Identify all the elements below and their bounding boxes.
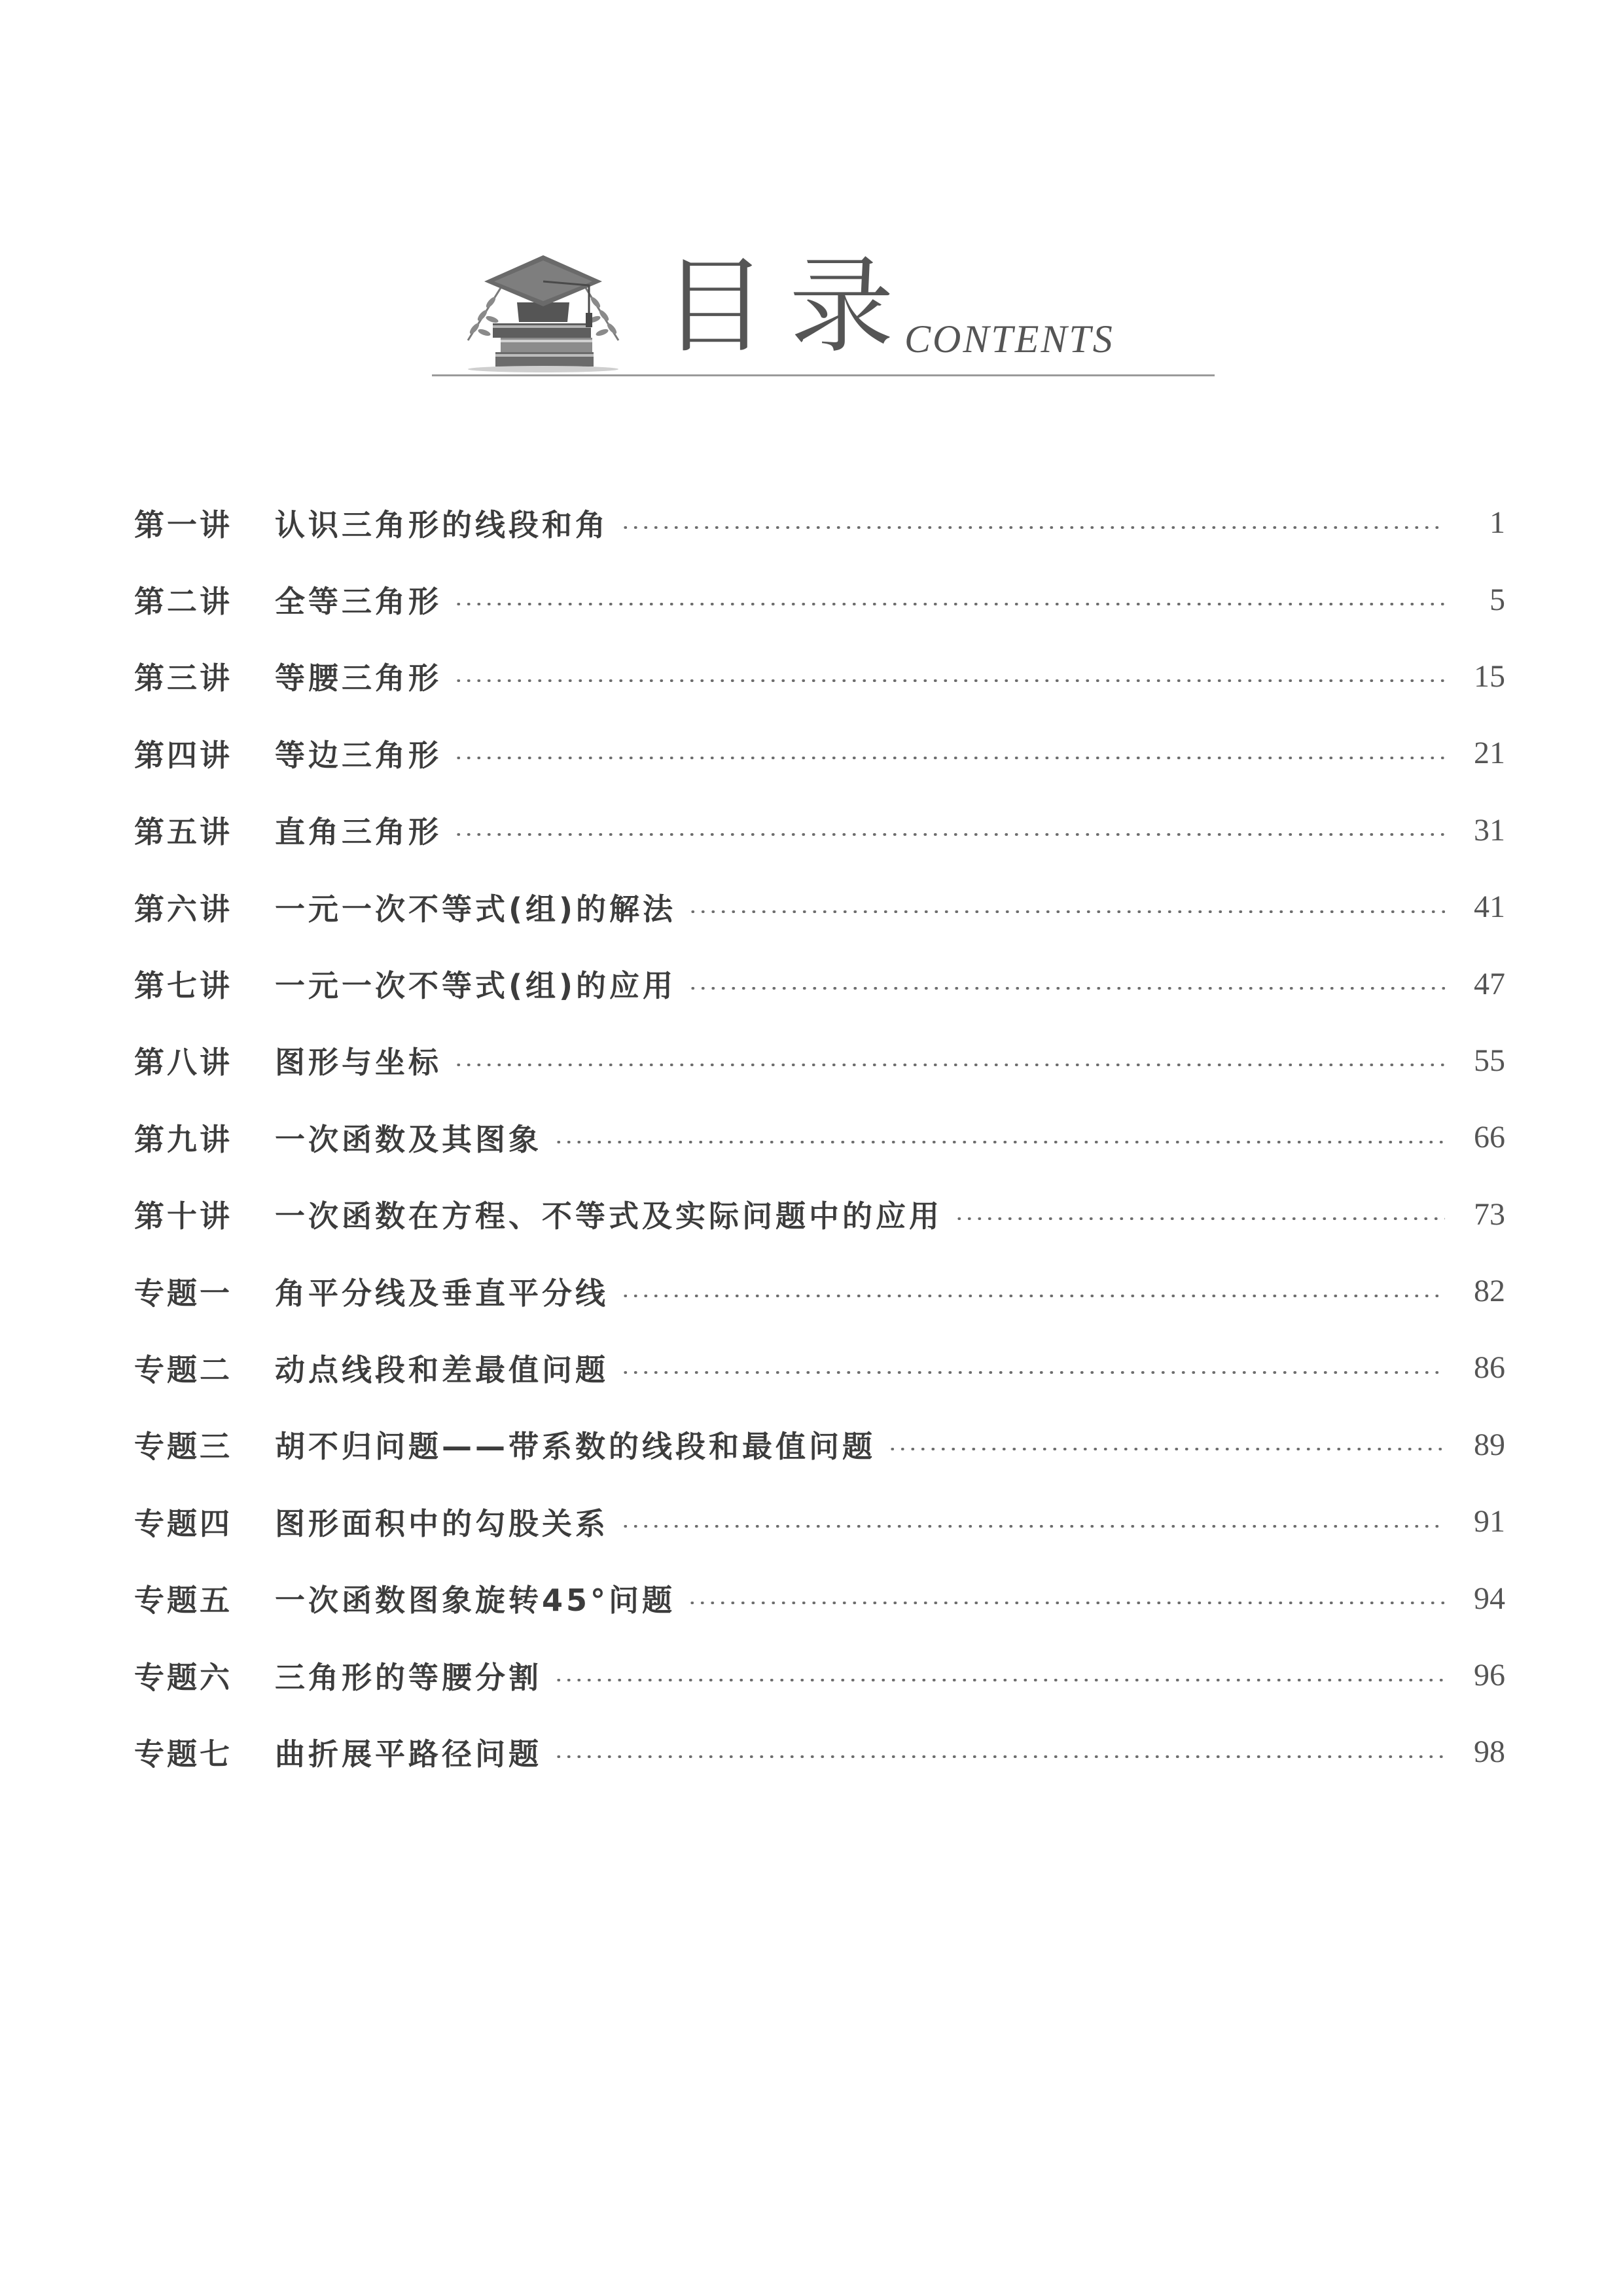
toc-entry-number: 第三讲 <box>134 660 232 696</box>
toc-dot-leader <box>620 526 1445 529</box>
toc-entry[interactable] <box>134 869 1505 945</box>
toc-dot-leader <box>454 1064 1445 1066</box>
toc-entry[interactable] <box>134 1483 1505 1560</box>
toc-entry-page: 47 <box>1474 966 1505 1001</box>
toc-entry-number: 专题二 <box>134 1352 232 1388</box>
toc-entry-page: 31 <box>1474 812 1505 848</box>
toc-dot-leader <box>554 1679 1445 1681</box>
toc-entry-title: 一元一次不等式(组)的应用 <box>275 968 677 1004</box>
toc-entry-number: 专题四 <box>134 1505 232 1541</box>
toc-entry-title: 角平分线及垂直平分线 <box>275 1275 609 1311</box>
toc-dot-leader <box>954 1217 1445 1220</box>
toc-entry-title: 三角形的等腰分割 <box>275 1659 542 1695</box>
toc-entry[interactable] <box>134 638 1505 715</box>
toc-entry-title: 一次函数及其图象 <box>275 1121 542 1157</box>
toc-dot-leader <box>454 757 1445 759</box>
toc-entry-title: 一次函数在方程、不等式及实际问题中的应用 <box>275 1198 942 1234</box>
toc-entry-page: 66 <box>1474 1120 1505 1155</box>
toc-entry[interactable] <box>134 1407 1505 1483</box>
toc-entry-page: 98 <box>1474 1734 1505 1770</box>
toc-entry-title: 认识三角形的线段和角 <box>275 507 609 543</box>
toc-entry-number: 专题六 <box>134 1659 232 1695</box>
toc-entry-number: 第四讲 <box>134 737 232 773</box>
toc-entry[interactable] <box>134 1329 1505 1406</box>
toc-dot-leader <box>688 910 1445 913</box>
toc-entry-title: 曲折展平路径问题 <box>275 1736 542 1772</box>
table-of-contents <box>134 484 1505 1791</box>
toc-entry-page: 82 <box>1474 1274 1505 1309</box>
toc-entry[interactable] <box>134 561 1505 637</box>
toc-entry-title: 图形面积中的勾股关系 <box>275 1505 609 1541</box>
toc-entry-page: 96 <box>1474 1658 1505 1693</box>
toc-entry-title: 等腰三角形 <box>275 660 442 696</box>
toc-entry[interactable] <box>134 1099 1505 1175</box>
toc-entry[interactable] <box>134 715 1505 791</box>
toc-entry-number: 专题一 <box>134 1275 232 1311</box>
toc-entry-title: 动点线段和差最值问题 <box>275 1352 609 1388</box>
toc-entry-number: 第五讲 <box>134 814 232 850</box>
toc-entry-number: 专题七 <box>134 1736 232 1772</box>
toc-entry-number: 第六讲 <box>134 891 232 927</box>
toc-entry-number: 第二讲 <box>134 584 232 620</box>
toc-entry-page: 41 <box>1474 889 1505 925</box>
toc-entry-number: 第八讲 <box>134 1045 232 1081</box>
header-divider <box>432 374 1215 376</box>
toc-entry-page: 89 <box>1474 1427 1505 1462</box>
toc-dot-leader <box>620 1371 1445 1374</box>
toc-dot-leader <box>554 1755 1445 1758</box>
toc-entry[interactable] <box>134 1713 1505 1790</box>
toc-entry[interactable] <box>134 945 1505 1022</box>
toc-entry-number: 第十讲 <box>134 1198 232 1234</box>
toc-dot-leader <box>620 1525 1445 1528</box>
toc-entry[interactable] <box>134 1637 1505 1713</box>
toc-dot-leader <box>454 679 1445 682</box>
toc-entry-page: 1 <box>1489 505 1505 541</box>
toc-entry-title: 等边三角形 <box>275 737 442 773</box>
toc-dot-leader <box>887 1448 1445 1450</box>
toc-entry-number: 第九讲 <box>134 1121 232 1157</box>
toc-entry-page: 86 <box>1474 1350 1505 1386</box>
toc-entry-page: 15 <box>1474 658 1505 694</box>
toc-entry-page: 21 <box>1474 736 1505 771</box>
toc-entry-page: 55 <box>1474 1043 1505 1078</box>
toc-dot-leader <box>620 1295 1445 1297</box>
toc-entry[interactable] <box>134 1560 1505 1636</box>
toc-entry-number: 第七讲 <box>134 968 232 1004</box>
toc-entry-title: 全等三角形 <box>275 584 442 620</box>
toc-entry-title: 直角三角形 <box>275 814 442 850</box>
toc-entry-title: 一元一次不等式(组)的解法 <box>275 891 677 927</box>
toc-entry-page: 5 <box>1489 582 1505 617</box>
toc-dot-leader <box>554 1141 1445 1143</box>
contents-header <box>432 242 1224 386</box>
toc-dot-leader <box>454 603 1445 605</box>
toc-entry-title: 一次函数图象旋转45°问题 <box>275 1583 676 1619</box>
toc-entry[interactable] <box>134 792 1505 869</box>
toc-entry-number: 第一讲 <box>134 507 232 543</box>
toc-dot-leader <box>687 1602 1445 1604</box>
toc-entry[interactable] <box>134 484 1505 561</box>
toc-entry[interactable] <box>134 1253 1505 1329</box>
page-subtitle: CONTENTS <box>904 317 1115 361</box>
toc-dot-leader <box>688 987 1445 990</box>
toc-entry[interactable] <box>134 1022 1505 1099</box>
toc-entry-title: 图形与坐标 <box>275 1045 442 1081</box>
page-title: 目录 <box>662 245 917 367</box>
toc-entry[interactable] <box>134 1176 1505 1253</box>
toc-entry-page: 73 <box>1474 1196 1505 1232</box>
graduation-cap-books-icon <box>455 242 632 373</box>
toc-dot-leader <box>454 833 1445 836</box>
toc-entry-page: 91 <box>1474 1504 1505 1539</box>
toc-entry-title: 胡不归问题——带系数的线段和最值问题 <box>275 1429 876 1465</box>
toc-entry-number: 专题五 <box>134 1583 232 1619</box>
toc-entry-number: 专题三 <box>134 1429 232 1465</box>
toc-entry-page: 94 <box>1474 1581 1505 1616</box>
